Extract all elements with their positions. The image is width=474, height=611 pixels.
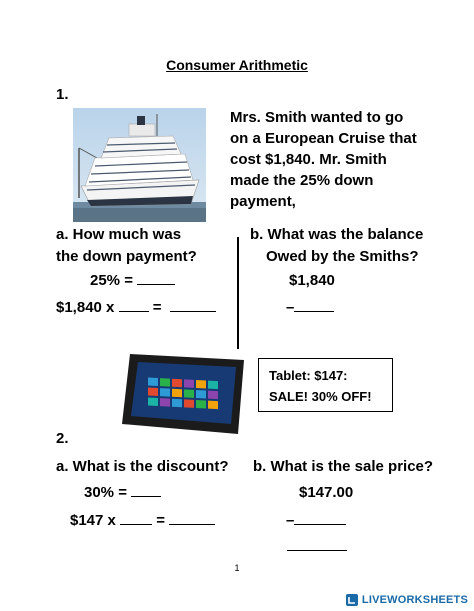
- tablet-image: [120, 350, 250, 436]
- question-1a: [56, 224, 197, 268]
- vertical-divider: [237, 237, 239, 349]
- step-2a-multiply: [70, 510, 215, 532]
- step-2a-percent-label: 30% =: [84, 484, 132, 501]
- step-2a-multiply-label: $147 x: [70, 512, 121, 529]
- word-problem-text: [230, 107, 430, 212]
- step-2a-percent: [84, 482, 161, 504]
- step-1a-percent: [90, 270, 175, 292]
- question-1b-line2: Owed by the Smiths?: [266, 248, 419, 265]
- question-number-1: 1.: [56, 86, 69, 103]
- problem-line: cost $1,840. Mr. Smith: [230, 151, 387, 168]
- equals-sign: =: [148, 299, 170, 316]
- worksheet-title: Consumer Arithmetic: [166, 57, 308, 73]
- step-1a-multiply-label: $1,840 x: [56, 299, 119, 316]
- sale-text: SALE! 30% OFF!: [269, 389, 372, 404]
- sale-price-value: $147.00: [299, 484, 354, 501]
- sale-price-subtraction: [286, 510, 346, 532]
- question-1a-line2: the down payment?: [56, 248, 197, 265]
- tablet-icon: [120, 350, 250, 436]
- equals-sign: =: [152, 512, 170, 529]
- cruise-ship-icon: [73, 108, 206, 222]
- minus-sign: –: [286, 512, 295, 529]
- answer-blank[interactable]: [170, 297, 216, 312]
- minus-sign: –: [286, 299, 295, 316]
- brand-text: LIVEWORKSHEETS: [361, 594, 468, 606]
- step-1a-multiply: [56, 297, 216, 319]
- problem-line: payment,: [230, 193, 296, 210]
- answer-blank[interactable]: [294, 510, 346, 525]
- answer-blank[interactable]: [137, 270, 175, 285]
- answer-blank[interactable]: [287, 536, 347, 551]
- answer-blank[interactable]: [119, 297, 149, 312]
- question-1a-line1: a. How much was: [56, 226, 182, 243]
- step-1a-percent-label: 25% =: [90, 272, 138, 289]
- problem-line: made the 25% down: [230, 172, 374, 189]
- problem-line: Mrs. Smith wanted to go: [230, 109, 404, 126]
- balance-value: $1,840: [289, 272, 335, 289]
- liveworksheets-brand[interactable]: [345, 592, 468, 608]
- question-1b: [250, 224, 423, 268]
- answer-blank[interactable]: [131, 482, 161, 497]
- price-box: [258, 358, 393, 412]
- balance-subtraction: [286, 297, 334, 319]
- answer-blank[interactable]: [294, 297, 334, 312]
- question-2a: a. What is the discount?: [56, 458, 229, 475]
- problem-line: on a European Cruise that: [230, 130, 417, 147]
- answer-blank[interactable]: [169, 510, 215, 525]
- answer-blank[interactable]: [120, 510, 152, 525]
- liveworksheets-logo-icon: [345, 593, 359, 607]
- tablet-price: Tablet: $147:: [269, 368, 348, 383]
- cruise-ship-image: [73, 108, 206, 222]
- question-number-2: 2.: [56, 430, 69, 447]
- page-number: 1: [234, 563, 240, 573]
- question-1b-line1: b. What was the balance: [250, 226, 424, 243]
- question-2b: b. What is the sale price?: [253, 458, 434, 475]
